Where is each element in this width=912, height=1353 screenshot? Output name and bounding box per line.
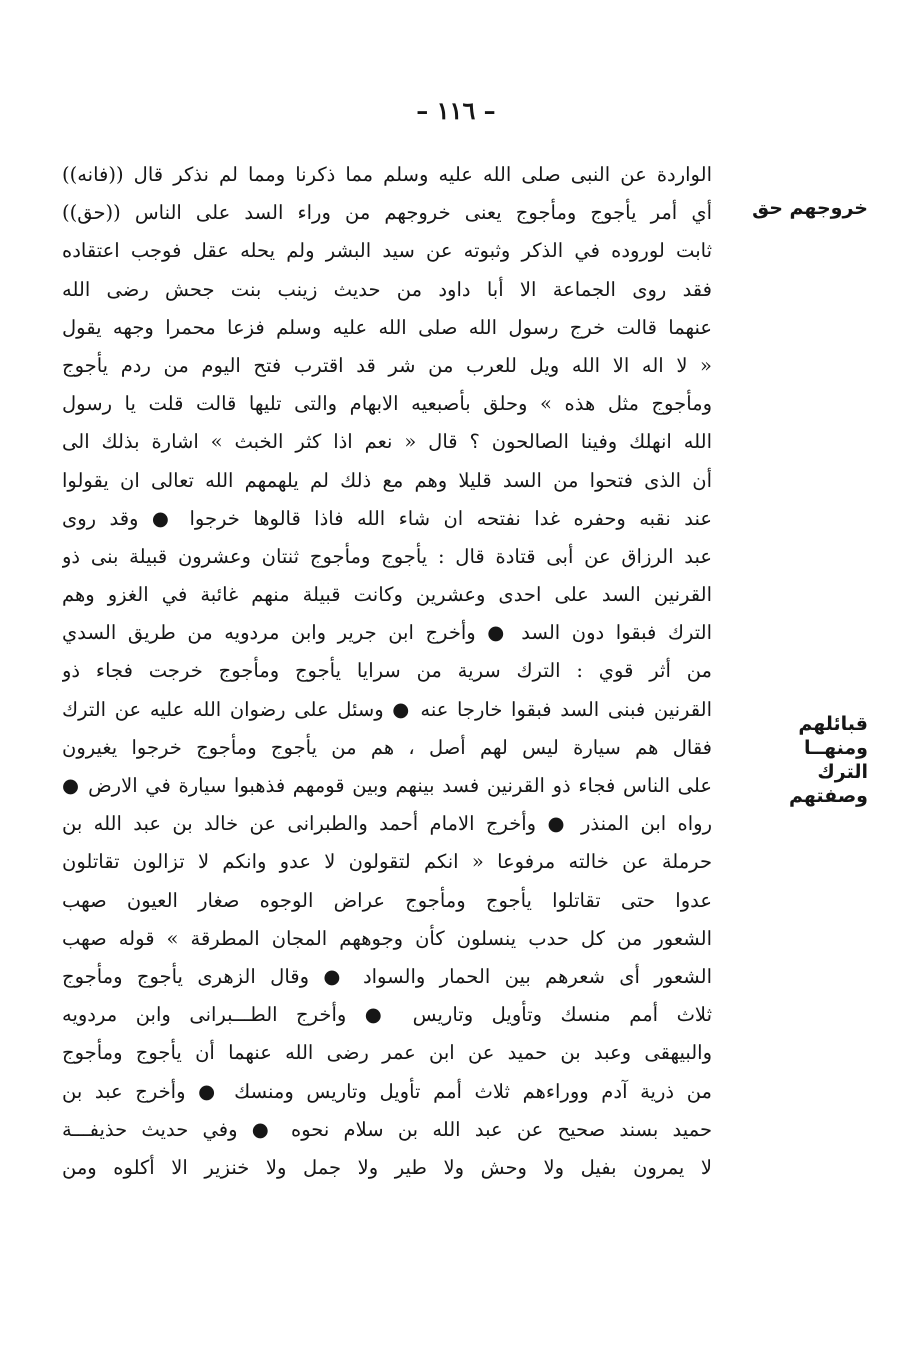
- text-line: عنهما قالت خرج رسول الله صلى الله عليه وسلم فزعا محمرا وجهه يقول: [62, 315, 712, 339]
- page-number: – ١١٦ –: [416, 96, 496, 125]
- text-line: أن الذى فتحوا من السد قليلا وهم مع ذلك لم يلهمهم الله تعالى ان يقولوا: [62, 468, 712, 492]
- text-line: ثابت لوروده في الذكر وثبوته عن سيد البشر ولم يحله عقل فوجب اعتقاده: [62, 239, 712, 263]
- text-line: ثلاث أمم منسك وتأويل وتاريس ● وأخرج الطـــبرانى وابن مردويه: [62, 1003, 712, 1027]
- main-text-block: [62, 156, 712, 1187]
- text-line: فقد روى الجماعة الا أبا داود من حديث زينب بنت جحش رضى الله: [62, 277, 712, 301]
- text-line: فقال هم سيارة ليس لهم أصل ، هم من يأجوج ومأجوج خرجوا يغيرون: [62, 735, 712, 759]
- text-line: والبيهقى وعبد بن حميد عن ابن عمر رضى الله عنهما أن يأجوج ومأجوج: [62, 1041, 712, 1065]
- text-line: الترك فبقوا دون السد ● وأخرج ابن جرير وابن مردويه من طريق السدي: [62, 621, 712, 645]
- text-line: من ذرية آدم ووراءهم ثلاث أمم تأويل وتاريس ومنسك ● وأخرج عبد بن: [62, 1079, 712, 1103]
- text-line: الواردة عن النبى صلى الله عليه وسلم مما ذكرنا ومما لم نذكر قال ((فانه)): [62, 163, 712, 186]
- margin-note-line: الترك وصفتهم: [788, 761, 868, 807]
- text-line: القرنين فبنى السد فبقوا خارجا عنه ● وسئل على رضوان الله عليه عن الترك: [62, 697, 712, 721]
- text-line: الشعور أى شعرهم بين الحمار والسواد ● وقال الزهرى يأجوج ومأجوج: [62, 964, 712, 988]
- text-line: حرملة عن خالته مرفوعا « انكم لتقولون لا عدو وانكم لا تزالون تقاتلون: [62, 850, 712, 874]
- margin-note-line: قبائلهم ومنهــا: [798, 713, 868, 759]
- text-line: حميد بسند صحيح عن عبد الله بن سلام نحوه ● وفي حديث حذيفـــة: [62, 1117, 712, 1141]
- text-line: الله انهلك وفينا الصالحون ؟ قال « نعم اذا كثر الخبث » اشارة بذلك الى: [62, 430, 712, 454]
- margin-note-line: خروجهم حق: [752, 197, 868, 219]
- text-line: لا يمرون بفيل ولا وحش ولا طير ولا جمل ولا خنزير الا أكلوه ومن: [62, 1155, 712, 1179]
- text-line: « لا اله الا الله ويل للعرب من شر قد اقترب فتح اليوم من ردم يأجوج: [62, 353, 712, 377]
- text-line: القرنين السد على احدى وعشرين وكانت قبيلة منهم غائبة في الغزو وهم: [62, 583, 712, 607]
- text-line: عبد الرزاق عن أبى قتادة قال : يأجوج ومأجوج ثنتان وعشرون قبيلة بنى ذو: [62, 544, 712, 568]
- margin-note-their-emergence: [738, 196, 868, 220]
- text-line: عند نقبه وحفره غدا نفتحه ان شاء الله فاذا قالوها خرجوا ● وقد روى: [62, 506, 712, 530]
- text-line: أي أمر يأجوج ومأجوج يعنى خروجهم من وراء السد على الناس ((حق)): [62, 201, 712, 225]
- margin-note-tribes-and-turks: [738, 712, 868, 808]
- text-line: رواه ابن المنذر ● وأخرج الامام أحمد والطبرانى عن خالد بن عبد الله بن: [62, 812, 712, 836]
- text-line: ومأجوج مثل هذه » وحلق بأصبعيه الابهام والتى تليها قالت قلت يا رسول: [62, 392, 712, 416]
- text-line: على الناس فجاء ذو القرنين فسد بينهم وبين قومهم فذهبوا سيارة في الارض ●: [62, 774, 712, 797]
- text-line: عدوا حتى تقاتلوا يأجوج ومأجوج عراض الوجوه صغار العيون صهب: [62, 888, 712, 912]
- text-line: من أثر قوي : الترك سرية من سرايا يأجوج ومأجوج خرجت فجاء ذو: [62, 659, 712, 683]
- text-line: الشعور من كل حدب ينسلون كأن وجوههم المجان المطرقة » قوله صهب: [62, 926, 712, 950]
